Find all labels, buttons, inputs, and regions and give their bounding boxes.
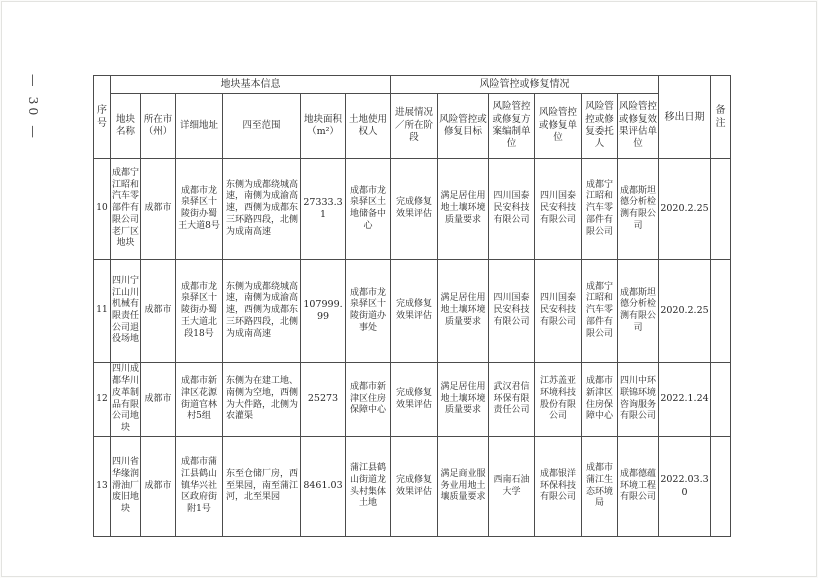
cell-progress-stage: 完成修复效果评估	[391, 260, 438, 363]
cell-remediation-target: 满足商业服务业用地土壤质量要求	[438, 437, 489, 537]
cell-remediation-unit: 成都银洋环保科技有限公司	[535, 437, 582, 537]
cell-progress-stage: 完成修复效果评估	[391, 363, 438, 437]
cell-removal-date: 2022.1.24	[659, 363, 711, 437]
parcel-table	[93, 75, 731, 537]
cell-remarks	[711, 363, 731, 437]
cell-remediation-unit: 江苏盖亚环境科技股份有限公司	[535, 363, 582, 437]
cell-remediation-target: 满足居住用地土壤环境质量要求	[438, 363, 489, 437]
header-remediation-target: 风险管控或修复目标	[438, 94, 489, 159]
cell-parcel-name: 四川成都华川皮革制品有限公司地块	[111, 363, 141, 437]
cell-city: 成都市	[141, 159, 176, 260]
cell-serial: 12	[94, 363, 111, 437]
header-city: 所在市（州）	[141, 94, 176, 159]
header-parcel-name: 地块名称	[111, 94, 141, 159]
cell-progress-stage: 完成修复效果评估	[391, 159, 438, 260]
cell-plan-preparation-unit: 四川国泰民安科技有限公司	[489, 159, 535, 260]
cell-address: 成都市龙泉驿区十陵街办蜀王大道北段18号	[176, 260, 223, 363]
table-header	[94, 76, 731, 159]
cell-plan-preparation-unit: 西南石油大学	[489, 437, 535, 537]
table-row	[94, 159, 731, 260]
cell-land-use-rights-holder: 成都市新津区住房保障中心	[346, 363, 391, 437]
cell-city: 成都市	[141, 260, 176, 363]
table-row	[94, 437, 731, 537]
header-remediation-client: 风险管控或修复委托人	[582, 94, 618, 159]
cell-address: 成都市新津区花源街道官林村5组	[176, 363, 223, 437]
cell-remediation-target: 满足居住用地土壤环境质量要求	[438, 159, 489, 260]
cell-remarks	[711, 437, 731, 537]
cell-parcel-name: 四川宁江山川机械有限责任公司退役场地	[111, 260, 141, 363]
table-row	[94, 260, 731, 363]
cell-remarks	[711, 159, 731, 260]
header-serial: 序号	[94, 76, 111, 159]
cell-remediation-client: 成都宁江昭和汽车零部件有限公司	[582, 159, 618, 260]
cell-area: 8461.03	[301, 437, 346, 537]
cell-serial: 10	[94, 159, 111, 260]
header-effect-evaluation-unit: 风险管控或修复效果评估单位	[618, 94, 659, 159]
cell-remarks	[711, 260, 731, 363]
cell-serial: 11	[94, 260, 111, 363]
cell-city: 成都市	[141, 363, 176, 437]
cell-serial: 13	[94, 437, 111, 537]
table-body	[94, 159, 731, 537]
cell-effect-evaluation-unit: 成都德蕴环境工程有限公司	[618, 437, 659, 537]
header-remarks: 备注	[711, 76, 731, 159]
header-removal-date: 移出日期	[659, 76, 711, 159]
cell-effect-evaluation-unit: 四川中环联锦环境咨询服务有限公司	[618, 363, 659, 437]
cell-removal-date: 2020.2.25	[659, 260, 711, 363]
header-address: 详细地址	[176, 94, 223, 159]
cell-plan-preparation-unit: 武汉君信环保有限责任公司	[489, 363, 535, 437]
cell-area: 27333.31	[301, 159, 346, 260]
cell-area: 107999.99	[301, 260, 346, 363]
cell-remediation-client: 成都市蒲江生态环境局	[582, 437, 618, 537]
page-number: — 30 —	[26, 74, 41, 141]
cell-progress-stage: 完成修复效果评估	[391, 437, 438, 537]
cell-city: 成都市	[141, 437, 176, 537]
header-remediation-unit: 风险管控或修复单位	[535, 94, 582, 159]
cell-boundaries: 东侧为成都绕城高速，南侧为成渝高速，西侧为成都东三环路四段，北侧为成南高速	[223, 159, 301, 260]
header-boundaries: 四至范围	[223, 94, 301, 159]
cell-parcel-name: 四川省华缘润滑油厂废旧地块	[111, 437, 141, 537]
cell-area: 25273	[301, 363, 346, 437]
cell-removal-date: 2022.03.30	[659, 437, 711, 537]
header-land-use-rights-holder: 土地使用权人	[346, 94, 391, 159]
header-plan-preparation-unit: 风险管控或修复方案编制单位	[489, 94, 535, 159]
cell-address: 成都市蒲江县鹤山镇华兴社区政府街附1号	[176, 437, 223, 537]
cell-remediation-client: 成都市新津区住房保障中心	[582, 363, 618, 437]
header-group-basic-info: 地块基本信息	[111, 76, 391, 94]
table-row	[94, 363, 731, 437]
cell-land-use-rights-holder: 蒲江县鹤山街道龙头村集体土地	[346, 437, 391, 537]
cell-boundaries: 东侧为在建工地、南侧为空地，西侧为大件路，北侧为农灌渠	[223, 363, 301, 437]
cell-boundaries: 东侧为成都绕城高速，南侧为成渝高速，西侧为成都东三环路四段，北侧为成南高速	[223, 260, 301, 363]
cell-effect-evaluation-unit: 成都斯坦德分析检测有限公司	[618, 159, 659, 260]
cell-address: 成都市龙泉驿区十陵街办蜀王大道8号	[176, 159, 223, 260]
cell-plan-preparation-unit: 四川国泰民安科技有限公司	[489, 260, 535, 363]
header-progress-stage: 进展情况／所在阶段	[391, 94, 438, 159]
cell-removal-date: 2020.2.25	[659, 159, 711, 260]
cell-effect-evaluation-unit: 成都斯坦德分析检测有限公司	[618, 260, 659, 363]
cell-parcel-name: 成都宁江昭和汽车零部件有限公司老厂区地块	[111, 159, 141, 260]
cell-remediation-unit: 四川国泰民安科技有限公司	[535, 159, 582, 260]
header-group-risk-control: 风险管控或修复情况	[391, 76, 659, 94]
cell-land-use-rights-holder: 成都市龙泉驿区土地储备中心	[346, 159, 391, 260]
cell-boundaries: 东至仓储厂房，西至果园，南至蒲江河，北至果园	[223, 437, 301, 537]
cell-remediation-unit: 四川国泰民安科技有限公司	[535, 260, 582, 363]
header-area: 地块面积（m²）	[301, 94, 346, 159]
cell-remediation-client: 成都宁江昭和汽车零部件有限公司	[582, 260, 618, 363]
cell-land-use-rights-holder: 成都市龙泉驿区十陵街道办事处	[346, 260, 391, 363]
cell-remediation-target: 满足居住用地土壤环境质量要求	[438, 260, 489, 363]
